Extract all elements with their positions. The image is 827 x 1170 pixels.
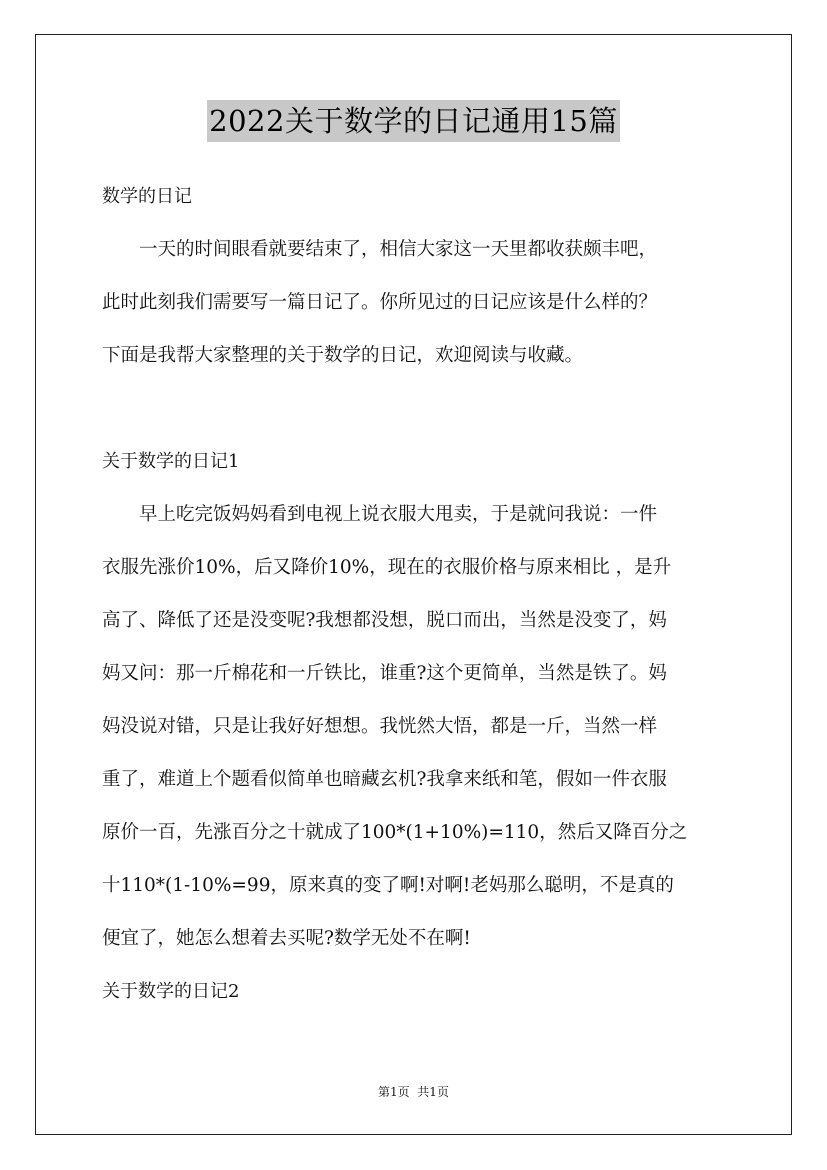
- section1-heading: 关于数学的日记1: [102, 451, 240, 472]
- document-title: 2022关于数学的日记通用15篇: [207, 100, 620, 142]
- section1-line: 妈又问：那一斤棉花和一斤铁比，谁重?这个更简单，当然是铁了。妈: [102, 663, 667, 684]
- section1-line: 重了，难道上个题看似简单也暗藏玄机?我拿来纸和笔，假如一件衣服: [102, 769, 667, 790]
- document-body: [102, 170, 726, 1018]
- section1-line: 高了、降低了还是没变呢?我想都没想，脱口而出，当然是没变了，妈: [102, 610, 667, 631]
- intro-line: 此时此刻我们需要写一篇日记了。你所见过的日记应该是什么样的？: [102, 292, 658, 313]
- blank-line: [102, 382, 726, 435]
- section2-heading: 关于数学的日记2: [102, 981, 240, 1002]
- intro-line: 下面是我帮大家整理的关于数学的日记，欢迎阅读与收藏。: [102, 345, 584, 366]
- intro-line: 一天的时间眼看就要结束了，相信大家这一天里都收获颇丰吧，: [139, 239, 658, 260]
- page-number: 第1页 共1页: [378, 1085, 449, 1099]
- page-footer: [0, 1083, 827, 1100]
- section1-line: 十110*(1-10%=99，原来真的变了啊!对啊!老妈那么聪明，不是真的: [102, 875, 674, 896]
- section1-line: 早上吃完饭妈妈看到电视上说衣服大甩卖，于是就问我说：一件: [139, 504, 658, 525]
- intro-heading: 数学的日记: [102, 186, 192, 207]
- section1-paragraph: [102, 488, 726, 965]
- title-area: [0, 100, 827, 142]
- section1-line: 便宜了，她怎么想着去买呢?数学无处不在啊!: [102, 928, 471, 949]
- section1-line: 衣服先涨价10%，后又降价10%，现在的衣服价格与原来相比 ，是升: [102, 557, 672, 578]
- section1-line: 妈没说对错，只是让我好好想想。我恍然大悟，都是一斤，当然一样: [102, 716, 658, 737]
- intro-paragraph: [102, 223, 726, 382]
- section1-line: 原价一百，先涨百分之十就成了100*(1+10%)=110，然后又降百分之: [102, 822, 688, 843]
